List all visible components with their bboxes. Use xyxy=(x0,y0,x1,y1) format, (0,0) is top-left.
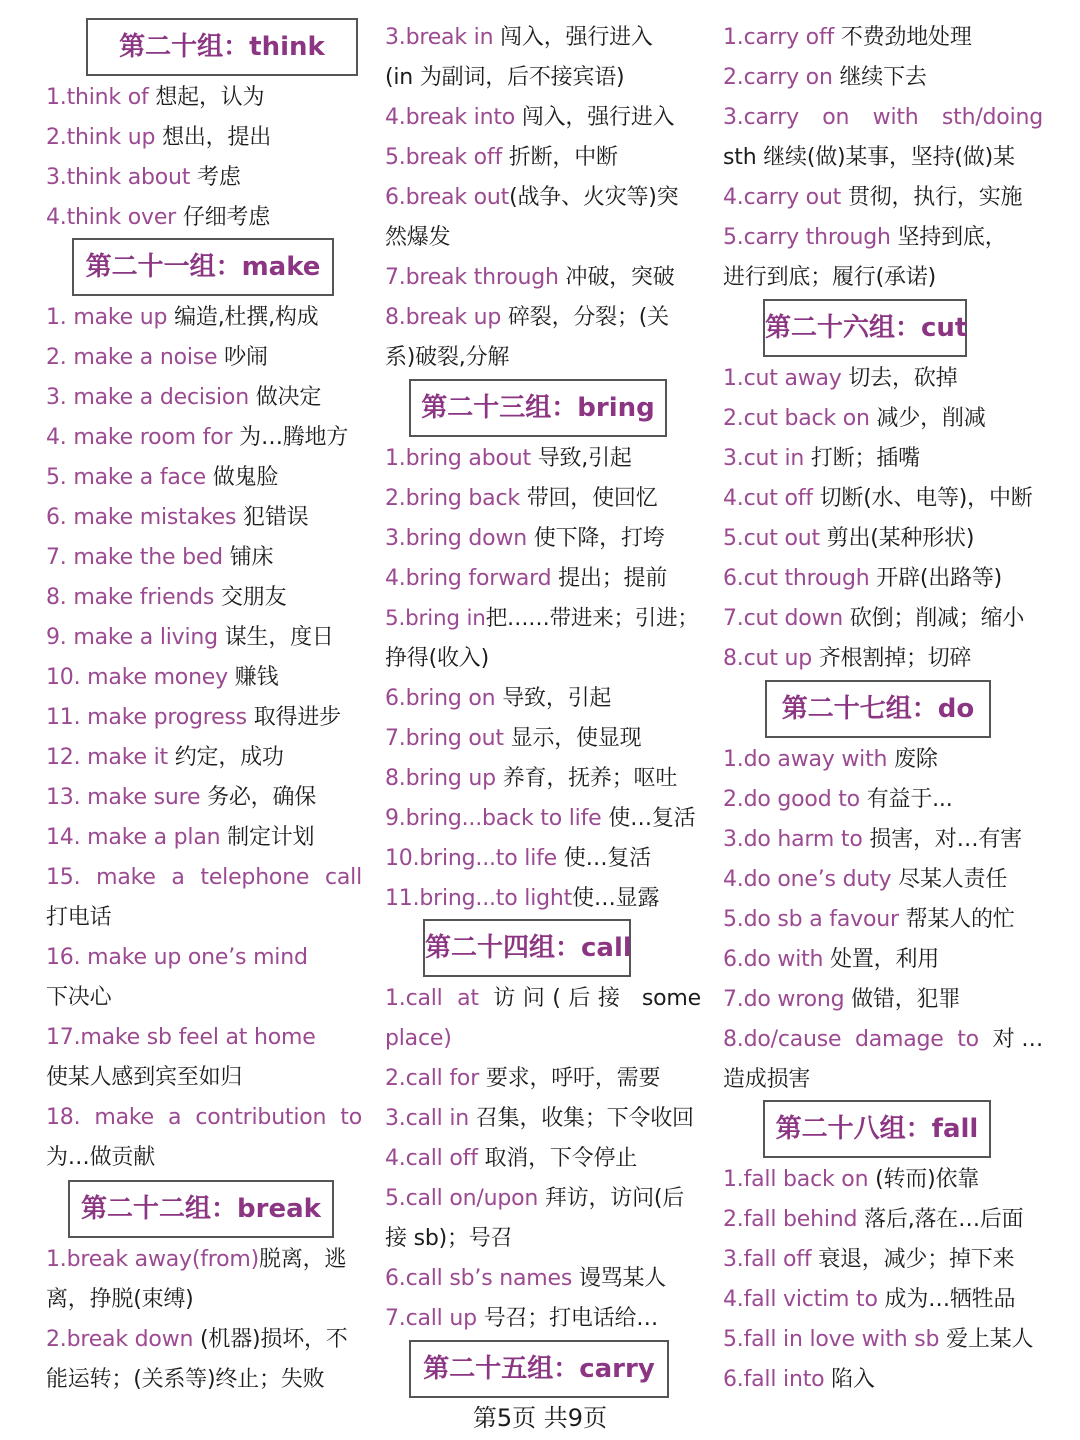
phrase-english: 5.carry through xyxy=(723,225,898,250)
group-heading: 第二十二组：break xyxy=(68,1180,334,1238)
phrase-entry xyxy=(723,258,936,298)
group-heading: 第二十五组：carry xyxy=(409,1340,669,1398)
phrase-entry xyxy=(46,418,348,458)
phrase-entry xyxy=(46,1058,242,1098)
phrase-entry xyxy=(723,1240,1014,1280)
phrase-chinese: 赚钱 xyxy=(234,665,279,690)
phrase-chinese: 仔细考虑 xyxy=(182,205,271,230)
group-heading: 第二十八组：fall xyxy=(763,1100,991,1158)
phrase-chinese: 闯入，强行进入 xyxy=(500,25,653,50)
phrase-entry xyxy=(385,18,653,58)
phrase-entry xyxy=(385,1019,452,1059)
phrase-entry xyxy=(385,479,658,519)
phrase-english: 5. make a face xyxy=(46,465,213,490)
phrase-chinese: (转而)依靠 xyxy=(875,1167,980,1192)
phrase-english: 1.carry off xyxy=(723,25,841,50)
phrase-english: 2.think up xyxy=(46,125,163,150)
phrase-entry xyxy=(46,298,318,338)
phrase-english: 3.fall off xyxy=(723,1247,819,1272)
phrase-entry xyxy=(723,900,1015,940)
phrase-english: 3.break in xyxy=(385,25,501,50)
phrase-chinese: 不费劲地处理 xyxy=(840,25,972,50)
phrase-chinese: (in 为副词，后不接宾语) xyxy=(385,65,625,90)
phrase-chinese: 想起，认为 xyxy=(155,85,265,110)
phrase-chinese: 然爆发 xyxy=(385,225,451,250)
phrase-entry xyxy=(385,298,669,338)
phrase-chinese: 召集，收集；下令收回 xyxy=(475,1106,694,1131)
phrase-entry xyxy=(385,519,665,559)
phrase-entry xyxy=(46,1018,316,1058)
phrase-english: 6.do with xyxy=(723,947,831,972)
phrase-english: 5.break off xyxy=(385,145,509,170)
phrase-chinese: 制定计划 xyxy=(227,825,315,850)
phrase-english: 7. make the bed xyxy=(46,545,230,570)
phrase-entry xyxy=(723,439,920,479)
phrase-chinese: 谋生，度日 xyxy=(224,625,334,650)
phrase-entry xyxy=(385,559,667,599)
phrase-chinese: 衰退，减少；掉下来 xyxy=(818,1247,1015,1272)
phrase-entry xyxy=(46,1320,348,1360)
phrase-chinese: 务必，确保 xyxy=(207,785,317,810)
phrase-chinese: 折断，中断 xyxy=(508,145,618,170)
phrase-english: 2.bring back xyxy=(385,486,527,511)
phrase-entry xyxy=(385,439,632,479)
phrase-chinese: 闯入，强行进入 xyxy=(521,105,675,130)
phrase-english: 4.do one’s duty xyxy=(723,867,899,892)
phrase-chinese: 尽某人责任 xyxy=(898,867,1008,892)
phrase-chinese: 为…做贡献 xyxy=(46,1145,156,1170)
phrase-english: 3.call in xyxy=(385,1106,476,1131)
phrase-entry xyxy=(46,658,278,698)
phrase-entry xyxy=(385,839,651,879)
phrase-entry xyxy=(723,940,939,980)
phrase-english: 5.fall in love with sb xyxy=(723,1327,947,1352)
phrase-english: 15. make a telephone call xyxy=(46,865,362,890)
phrase-chinese: 对… xyxy=(992,1027,1043,1052)
phrase-chinese: 做鬼脸 xyxy=(212,465,279,490)
phrase-chinese: 犯错误 xyxy=(243,505,309,530)
phrase-entry xyxy=(723,1020,1043,1060)
phrase-chinese: 带回，使回忆 xyxy=(526,486,658,511)
phrase-chinese: 成为…牺牲品 xyxy=(884,1287,1016,1312)
phrase-english: 2.break down xyxy=(46,1327,201,1352)
phrase-chinese: 齐根割掉；切碎 xyxy=(818,646,972,671)
phrase-entry xyxy=(723,820,1022,860)
phrase-entry xyxy=(46,1360,324,1400)
phrase-chinese: 使下降，打垮 xyxy=(533,526,665,551)
phrase-entry xyxy=(385,218,450,258)
phrase-english: 1. make up xyxy=(46,305,175,330)
phrase-chinese: 打断；插嘴 xyxy=(810,446,920,471)
phrase-english: 3.bring down xyxy=(385,526,534,551)
phrase-entry xyxy=(46,818,314,858)
phrase-english: 2.fall behind xyxy=(723,1207,865,1232)
phrase-entry xyxy=(385,98,674,138)
phrase-entry xyxy=(723,559,1002,599)
phrase-chinese: 落后,落在…后面 xyxy=(864,1207,1024,1232)
phrase-chinese: 损害，对…有害 xyxy=(869,827,1023,852)
phrase-english: 12. make it xyxy=(46,745,175,770)
phrase-entry xyxy=(46,858,362,898)
phrase-english: 4.bring forward xyxy=(385,566,559,591)
phrase-entry xyxy=(385,258,675,298)
phrase-chinese: 下决心 xyxy=(46,985,112,1010)
phrase-english: 2.do good to xyxy=(723,787,867,812)
phrase-english: 3. make a decision xyxy=(46,385,256,410)
phrase-chinese: 进行到底；履行(承诺) xyxy=(723,265,936,290)
phrase-entry xyxy=(46,338,268,378)
phrase-entry xyxy=(385,1139,637,1179)
phrase-entry xyxy=(385,338,509,378)
phrase-chinese: 铺床 xyxy=(229,545,274,570)
phrase-entry xyxy=(46,1098,362,1138)
phrase-entry xyxy=(723,178,1022,218)
phrase-chinese: 吵闹 xyxy=(224,345,268,370)
phrase-english: 18. make a contribution to xyxy=(46,1105,362,1130)
phrase-chinese: 挣得(收入) xyxy=(385,646,489,671)
phrase-english: 1.do away with xyxy=(723,747,895,772)
phrase-entry xyxy=(385,679,611,719)
phrase-english: 4. make room for xyxy=(46,425,240,450)
phrase-entry xyxy=(385,1259,666,1299)
phrase-english: 11. make progress xyxy=(46,705,254,730)
phrase-chinese: 使…复活 xyxy=(608,806,696,831)
phrase-chinese: 造成损害 xyxy=(723,1067,811,1092)
group-heading: 第二十七组：do xyxy=(765,680,991,738)
phrase-entry xyxy=(723,58,927,98)
phrase-chinese: 想出，提出 xyxy=(162,125,272,150)
phrase-entry xyxy=(385,178,678,218)
phrase-entry xyxy=(723,98,1043,138)
phrase-entry xyxy=(385,599,699,639)
phrase-english: 13. make sure xyxy=(46,785,208,810)
phrase-english: 1.cut away xyxy=(723,366,849,391)
phrase-entry xyxy=(385,979,701,1019)
group-heading: 第二十一组：make xyxy=(72,238,334,296)
phrase-chinese: 号召；打电话给… xyxy=(483,1306,659,1331)
group-heading: 第二十四组：call xyxy=(423,919,631,977)
phrase-chinese: 使…复活 xyxy=(563,846,651,871)
phrase-english: 5.bring in xyxy=(385,606,486,631)
page-footer: 第5页 共9页 xyxy=(472,1404,608,1432)
phrase-entry xyxy=(723,599,1024,639)
phrase-english: 8.break up xyxy=(385,305,508,330)
phrase-entry xyxy=(46,458,278,498)
phrase-english: 5.call on/upon xyxy=(385,1186,545,1211)
phrase-chinese: 打电话 xyxy=(46,905,112,930)
phrase-english: 8. make friends xyxy=(46,585,221,610)
phrase-chinese: 离，挣脱(束缚) xyxy=(46,1287,194,1312)
phrase-english: 14. make a plan xyxy=(46,825,228,850)
phrase-entry xyxy=(46,938,308,978)
phrase-entry xyxy=(385,719,641,759)
phrase-english: 2.call for xyxy=(385,1066,486,1091)
phrase-english: 1.bring about xyxy=(385,446,538,471)
phrase-chinese: 使某人感到宾至如归 xyxy=(46,1065,243,1090)
phrase-entry xyxy=(46,118,271,158)
phrase-entry xyxy=(46,618,334,658)
phrase-english: 4.call off xyxy=(385,1146,485,1171)
group-heading: 第二十六组：cut xyxy=(763,299,967,357)
phrase-english: 4.break into xyxy=(385,105,522,130)
phrase-entry xyxy=(46,538,273,578)
phrase-chinese: 脱离，逃 xyxy=(259,1247,347,1272)
phrase-english: 9. make a living xyxy=(46,625,225,650)
phrase-entry xyxy=(46,778,316,818)
phrase-entry xyxy=(46,378,321,418)
phrase-english: place) xyxy=(385,1026,452,1051)
phrase-entry xyxy=(385,138,618,178)
phrase-entry xyxy=(723,780,953,820)
phrase-entry xyxy=(385,1299,658,1339)
phrase-english: 4.think over xyxy=(46,205,183,230)
phrase-chinese: 有益于... xyxy=(866,787,953,812)
phrase-entry xyxy=(46,198,270,238)
phrase-english: 3.think about xyxy=(46,165,198,190)
phrase-chinese: 谩骂某人 xyxy=(578,1266,667,1291)
phrase-english: 1.call at xyxy=(385,986,494,1011)
phrase-entry xyxy=(46,738,284,778)
phrase-english: 8.cut up xyxy=(723,646,819,671)
phrase-chinese: 接 sb)；号召 xyxy=(385,1226,513,1251)
phrase-entry xyxy=(46,1138,155,1178)
phrase-chinese: 导致,引起 xyxy=(537,446,632,471)
phrase-english: 5.do sb a favour xyxy=(723,907,906,932)
phrase-entry xyxy=(723,980,960,1020)
phrase-english: 1.break away(from) xyxy=(46,1247,260,1272)
phrase-chinese: 开辟(出路等) xyxy=(876,566,1003,591)
phrase-english: 7.call up xyxy=(385,1306,484,1331)
phrase-english: 7.do wrong xyxy=(723,987,852,1012)
phrase-english: 6.fall into xyxy=(723,1367,832,1392)
phrase-english: 17.make sb feel at home xyxy=(46,1025,316,1050)
phrase-english: 1.think of xyxy=(46,85,156,110)
phrase-english: 8.bring up xyxy=(385,766,503,791)
phrase-entry xyxy=(385,1099,694,1139)
phrase-chinese: 考虑 xyxy=(197,165,241,190)
phrase-english: 16. make up one’s mind xyxy=(46,945,308,970)
phrase-entry xyxy=(385,58,624,98)
phrase-chinese: (战争、火灾等)突 xyxy=(509,185,679,210)
phrase-english: 4.carry out xyxy=(723,185,848,210)
phrase-entry xyxy=(723,1200,1024,1240)
phrase-entry xyxy=(723,218,1007,258)
phrase-english: 11.bring...to light xyxy=(385,886,573,911)
phrase-chinese: 冲破，突破 xyxy=(565,265,675,290)
phrase-entry xyxy=(46,898,111,938)
phrase-entry xyxy=(723,399,986,439)
phrase-chinese: 坚持到底， xyxy=(897,225,1007,250)
phrase-chinese: 碎裂，分裂；(关 xyxy=(507,305,669,330)
phrase-entry xyxy=(723,639,971,679)
phrase-entry xyxy=(723,1280,1015,1320)
phrase-english: 2. make a noise xyxy=(46,345,225,370)
phrase-entry xyxy=(46,158,241,198)
phrase-entry xyxy=(46,978,111,1018)
phrase-entry xyxy=(385,879,659,919)
phrase-english: 3.cut in xyxy=(723,446,811,471)
phrase-chinese: 访问(后接 some xyxy=(493,986,701,1011)
phrase-entry xyxy=(723,359,957,399)
group-heading: 第二十组：think xyxy=(86,18,358,76)
phrase-english: 8.do/cause damage to xyxy=(723,1027,993,1052)
phrase-english: 6.cut through xyxy=(723,566,877,591)
phrase-english: 3.carry on with sth/doing xyxy=(723,105,1043,130)
phrase-chinese: 帮某人的忙 xyxy=(905,907,1015,932)
phrase-chinese: 减少，削减 xyxy=(876,406,986,431)
phrase-entry xyxy=(723,479,1033,519)
phrase-entry xyxy=(723,860,1007,900)
phrase-english: 6.bring on xyxy=(385,686,503,711)
phrase-entry xyxy=(385,1219,512,1259)
phrase-entry xyxy=(385,1179,684,1219)
phrase-entry xyxy=(46,578,286,618)
phrase-english: 10.bring...to life xyxy=(385,846,564,871)
phrase-entry xyxy=(723,740,938,780)
phrase-entry xyxy=(723,1360,875,1400)
phrase-chinese: 约定，成功 xyxy=(174,745,284,770)
phrase-chinese: 能运转；(关系等)终止；失败 xyxy=(46,1367,325,1392)
phrase-entry xyxy=(723,1160,979,1200)
phrase-chinese: 切去，砍掉 xyxy=(848,366,958,391)
phrase-chinese: 砍倒；削减；缩小 xyxy=(849,606,1025,631)
phrase-chinese: 为…腾地方 xyxy=(239,425,349,450)
phrase-english: 5.cut out xyxy=(723,526,827,551)
phrase-english: 6. make mistakes xyxy=(46,505,244,530)
phrase-chinese: 贯彻，执行，实施 xyxy=(847,185,1023,210)
phrase-entry xyxy=(385,1059,660,1099)
phrase-english: 6.call sb’s names xyxy=(385,1266,579,1291)
phrase-chinese: 编造,杜撰,构成 xyxy=(174,305,319,330)
phrase-chinese: 爱上某人 xyxy=(946,1327,1034,1352)
phrase-english: 9.bring...back to life xyxy=(385,806,609,831)
phrase-chinese: 交朋友 xyxy=(220,585,287,610)
phrase-chinese: 使…显露 xyxy=(572,886,660,911)
phrase-english: 4.fall victim to xyxy=(723,1287,885,1312)
phrase-chinese: 切断(水、电等)，中断 xyxy=(819,486,1033,511)
phrase-english: 7.break through xyxy=(385,265,566,290)
phrase-chinese: 显示，使显现 xyxy=(510,726,642,751)
phrase-chinese: 取得进步 xyxy=(253,705,341,730)
phrase-chinese: 要求，呼吁，需要 xyxy=(485,1066,661,1091)
phrase-entry xyxy=(46,78,264,118)
phrase-chinese: 把……带进来；引进； xyxy=(485,606,699,631)
phrase-chinese: 提出；提前 xyxy=(558,566,668,591)
phrase-entry xyxy=(385,799,695,839)
phrase-entry xyxy=(385,639,489,679)
phrase-english: 4.cut off xyxy=(723,486,820,511)
phrase-entry xyxy=(723,138,1015,178)
phrase-chinese: 处置，利用 xyxy=(830,947,940,972)
phrase-chinese: 做错，犯罪 xyxy=(851,987,961,1012)
phrase-english: 7.bring out xyxy=(385,726,511,751)
phrase-chinese: 继续下去 xyxy=(839,65,927,90)
phrase-english: 3.do harm to xyxy=(723,827,870,852)
phrase-chinese: 取消，下令停止 xyxy=(484,1146,638,1171)
phrase-entry xyxy=(46,698,341,738)
phrase-chinese: 养育，抚养；呕吐 xyxy=(502,766,678,791)
phrase-chinese: 剪出(某种形状) xyxy=(826,526,975,551)
phrase-english: 2.carry on xyxy=(723,65,840,90)
phrase-english: 1.fall back on xyxy=(723,1167,876,1192)
phrase-entry xyxy=(46,1240,346,1280)
phrase-entry xyxy=(723,519,974,559)
phrase-english: 10. make money xyxy=(46,665,235,690)
phrase-english: 7.cut down xyxy=(723,606,850,631)
phrase-english: 2.cut back on xyxy=(723,406,877,431)
phrase-chinese: 废除 xyxy=(894,747,938,772)
phrase-english: 6.break out xyxy=(385,185,510,210)
phrase-entry xyxy=(723,1060,810,1100)
phrase-chinese: (机器)损坏，不 xyxy=(200,1327,348,1352)
phrase-chinese: 陷入 xyxy=(831,1367,875,1392)
phrase-entry xyxy=(385,759,677,799)
phrase-entry xyxy=(723,1320,1033,1360)
phrase-chinese: 系)破裂,分解 xyxy=(385,345,510,370)
phrase-chinese: 做决定 xyxy=(255,385,322,410)
phrase-entry xyxy=(46,498,308,538)
phrase-chinese: sth 继续(做)某事，坚持(做)某 xyxy=(723,145,1015,170)
phrase-chinese: 导致，引起 xyxy=(502,686,612,711)
phrase-entry xyxy=(723,18,972,58)
phrase-entry xyxy=(46,1280,194,1320)
group-heading: 第二十三组：bring xyxy=(409,379,667,437)
phrase-chinese: 拜访，访问(后 xyxy=(544,1186,685,1211)
